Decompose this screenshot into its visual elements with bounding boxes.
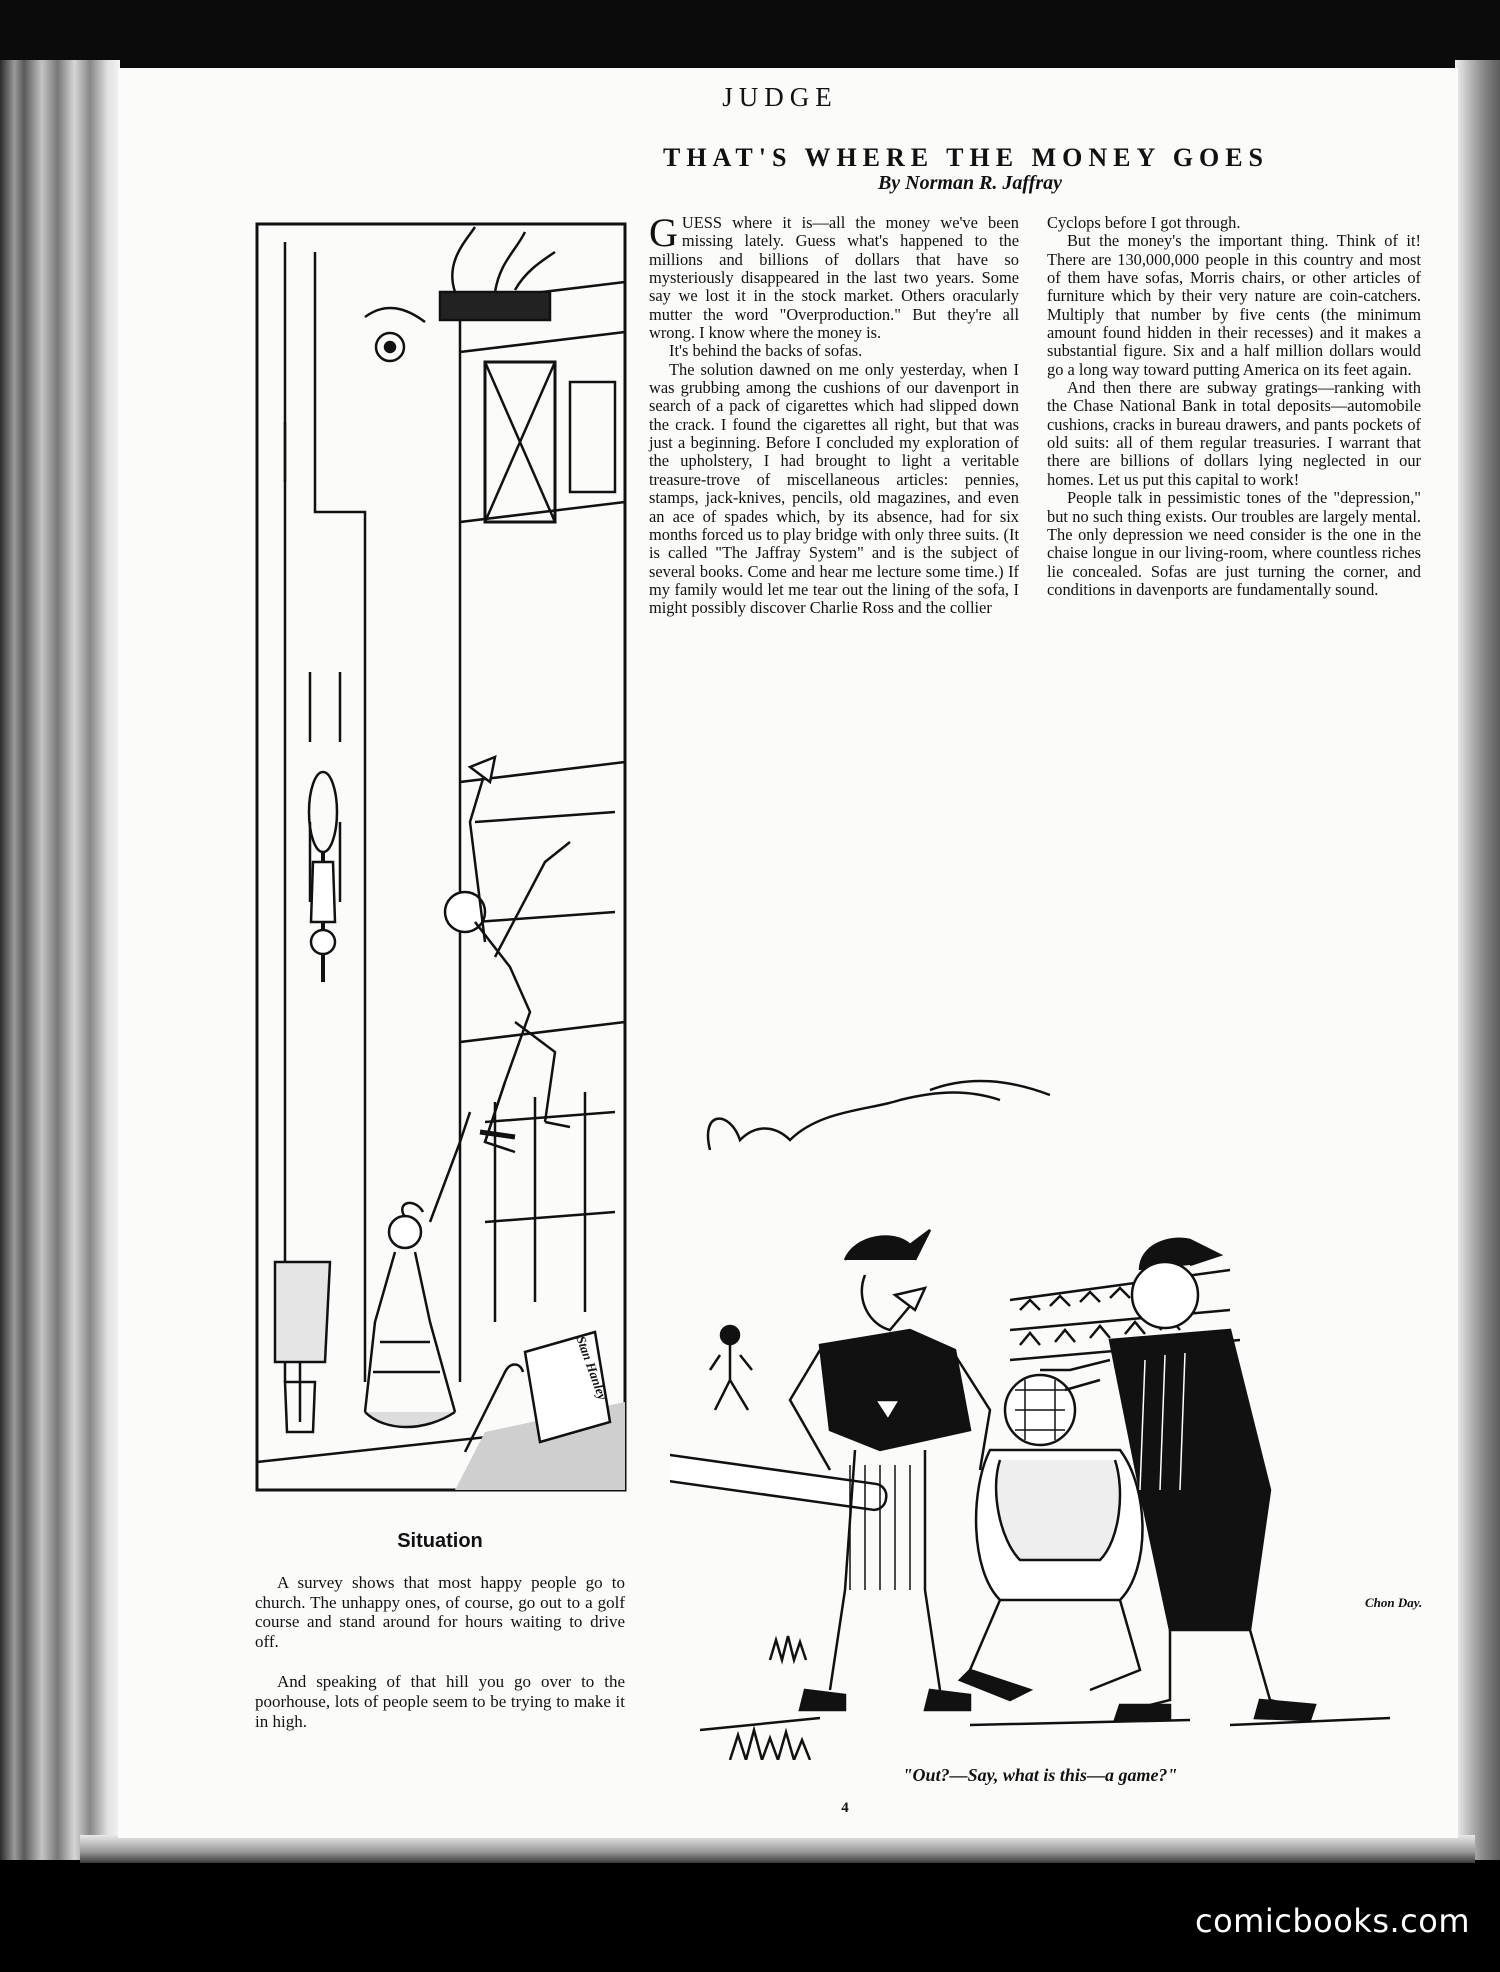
cartoon-signature-right: Chon Day. [1365,1595,1423,1610]
article-paragraph: And then there are subway gratings—ranking with the Chase National Bank in total deposits—automobile cushions, cracks in bureau drawers, and pants pockets of old suits: all of them regular treasuries. I warrant that there are billions of dollars lying neglected in our homes. Let us put this capital to work! [1047,378,1421,489]
page-number: 4 [841,1800,849,1816]
article-paragraph: GUESS where it is—all the money we've been missing lately. Guess what's happened to the millions and billions of dollars that have so mysteriously disappeared in the last two years. Some say we lost it in the stock market. Others oracularly mutter the word "Overproduction." But they're all wrong. I know where the money is. [649,210,1019,343]
running-head: JUDGE [722,82,838,112]
article-paragraph: It's behind the backs of sofas. [669,341,863,361]
situation-paragraph: A survey shows that most happy people go to church. The unhappy ones, of course, go out to a golf course and stand around for hours waiting to drive off. [255,1573,625,1651]
article-column-right [1047,214,1421,599]
cartoon-caption: "Out?—Say, what is this—a game?" [902,1765,1178,1785]
article-byline: By Norman R. Jaffray [877,172,1063,194]
cartoon-baseball-scene [670,1070,1440,1760]
article-paragraph: The solution dawned on me only yesterday, when I was grubbing among the cushions of our davenport in search of a pack of cigarettes which had slipped down the crack. I found the cigarettes all right, but that was just a beginning. Before I concluded my exploration of the upholstery, I had brought to light a veritable treasure-trove of miscellaneous articles: pennies, stamps, jack-knives, pencils, old magazines, and even an ace of spades which, by its absence, had for six months forced us to play bridge with only three suits. (It is called "The Jaffray System" and is the subject of several books. Come and hear me lecture some time.) If my family would let me tear out the lining of the sofa, I might possibly discover Charlie Ross and the collier [649,359,1019,618]
book-edge-right [1455,60,1500,1860]
page-bottom-edge [80,1835,1475,1863]
situation-heading: Situation [397,1530,483,1552]
situation-column [255,1573,625,1752]
article-paragraph: People talk in pessimistic tones of the "depression," but no such thing exists. Our troubles are largely mental. The only depression we need consider is the one in the chaise longue in our living-room, where countless riches lie concealed. Sofas are just turning the corner, and conditions in davenports are fundamentally sound. [1047,488,1421,599]
article-paragraph: But the money's the important thing. Think of it! There are 130,000,000 people in this country and most of them have sofas, Morris chairs, or other articles of furniture which by their very nature are coin-catchers. Multiply that number by five cents (the minimum amount found hidden in their recesses) and it makes a substantial figure. Six and a half million dollars would go a long way toward putting America on its feet again. [1047,231,1421,379]
book-top-edge [0,0,1500,70]
cartoon-signature-left: Stan Hanley [573,1333,611,1402]
cartoon-climbing-man [255,222,627,1492]
situation-paragraph: And speaking of that hill you go over to the poorhouse, lots of people seem to be trying to make it in high. [255,1672,625,1731]
article-title: THAT'S WHERE THE MONEY GOES [662,143,1270,172]
watermark: comicbooks.com [1194,1902,1470,1940]
book-spine-left [0,60,120,1860]
drop-cap: G [649,210,678,255]
article-column-left [649,210,1019,618]
article-paragraph: Cyclops before I got through. [1047,213,1241,232]
